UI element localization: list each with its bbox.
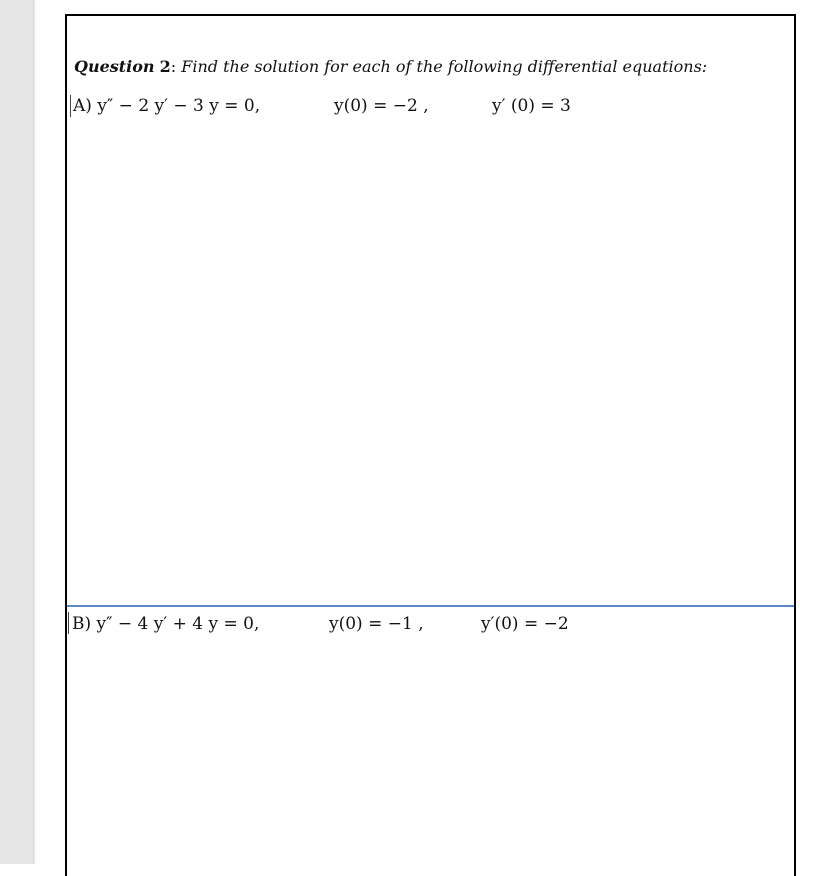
section-divider — [67, 605, 794, 607]
question-number: 2 — [159, 57, 171, 76]
part-a-equation[interactable]: A) y″ − 2 y′ − 3 y = 0, — [73, 96, 261, 116]
question-heading — [74, 57, 707, 76]
text-cursor-a — [70, 95, 71, 117]
left-gutter — [0, 0, 33, 864]
part-a-condition-y0[interactable]: y(0) = −2 , — [334, 96, 429, 116]
part-a-condition-yprime0[interactable]: y′ (0) = 3 — [492, 96, 571, 116]
part-b-equation[interactable]: B) y″ − 4 y′ + 4 y = 0, — [72, 614, 260, 634]
question-text: Find the solution for each of the following differential equations: — [176, 57, 708, 76]
part-b-condition-y0[interactable]: y(0) = −1 , — [329, 614, 424, 634]
part-b-condition-yprime0[interactable]: y′(0) = −2 — [481, 614, 569, 634]
question-label: Question — [74, 57, 155, 76]
text-cursor-b — [68, 612, 69, 634]
answer-box-border — [65, 14, 796, 876]
question-colon: : — [170, 57, 177, 76]
